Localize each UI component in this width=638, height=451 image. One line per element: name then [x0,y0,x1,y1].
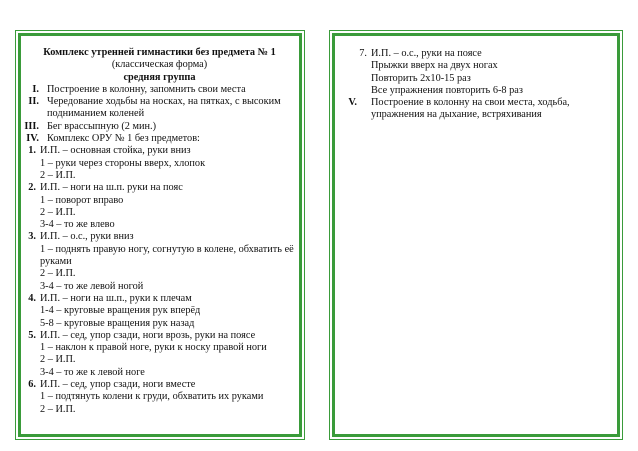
left-content [24,47,295,416]
exercise-step: 2 – И.П. [40,206,76,218]
exercise-number: 5. [28,329,36,341]
exercise-number: 7. [359,48,367,59]
right-card [332,33,620,437]
section-text: Комплекс ОРУ № 1 без предметов: [47,133,200,145]
exercise-step: 2 – И.П. [40,403,76,415]
exercise-step: 1 – наклон к правой ноге, руки к носку правой ноги [40,342,267,354]
section-2 [24,96,295,121]
exercise-step: 2 – И.П. [40,169,76,181]
exercise-step: 2 – И.П. [40,354,76,366]
section-number: I. [32,83,39,95]
exercise-number: 4. [28,292,36,304]
section-number: II. [28,96,39,108]
exercise-7 [343,48,613,60]
exercise-start-position: И.П. – сед, упор сзади, ноги врозь, руки на поясе [40,329,256,341]
exercise-step: Повторить 2х10-15 раз [371,72,471,84]
exercise-step: 1 – подтянуть колени к груди, обхватить их руками [40,391,264,403]
exercise-step: 1 – поднять правую ногу, согнутую в колене, обхватить её руками [40,243,294,268]
exercise-2 [24,182,295,194]
right-content [343,48,613,122]
section-text: Построение в колонну, запомнить свои места [47,83,246,95]
exercise-step: Все упражнения повторить 6-8 раз [371,84,523,96]
exercise-start-position: И.П. – ноги на ш.п., руки к плечам [40,292,192,304]
exercise-number: 1. [28,145,36,157]
exercise-5 [24,330,295,342]
group-label: средняя группа [123,71,196,83]
section-4 [24,133,295,145]
exercise-start-position: И.П. – о.с., руки на поясе [371,48,482,59]
exercise-step: 3-4 – то же левой ногой [40,280,144,292]
exercise-step: 3-4 – то же влево [40,219,115,231]
exercise-start-position: И.П. – о.с., руки вниз [40,231,134,243]
exercise-1 [24,145,295,157]
section-text: Построение в колонну на свои места, ходьба, упражнения на дыхание, встряхивания [371,97,570,121]
exercise-step: 2 – И.П. [40,268,76,280]
exercise-step: 1-4 – круговые вращения рук вперёд [40,305,201,317]
exercise-start-position: И.П. – сед, упор сзади, ноги вместе [40,379,196,391]
exercise-number: 3. [28,231,36,243]
exercise-3 [24,231,295,243]
exercise-step: 3-4 – то же к левой ноге [40,366,145,378]
section-number: IV. [26,133,39,145]
exercise-number: 2. [28,182,36,194]
exercise-step: 5-8 – круговые вращения рук назад [40,317,195,329]
section-5 [343,97,613,122]
section-1 [24,84,295,96]
exercise-start-position: И.П. – основная стойка, руки вниз [40,145,191,157]
complex-title: Комплекс утренней гимнастики без предмета № 1 [43,47,276,58]
exercise-start-position: И.П. – ноги на ш.п. руки на пояс [40,182,183,194]
section-number: V. [348,97,357,109]
section-text: Чередование ходьбы на носках, на пятках, с высоким подниманием коленей [47,96,281,120]
exercise-step: Прыжки вверх на двух ногах [371,60,498,72]
exercise-step: 1 – руки через стороны вверх, хлопок [40,157,206,169]
section-number: III. [24,120,39,132]
exercise-4 [24,293,295,305]
exercise-6 [24,379,295,391]
exercise-number: 6. [28,379,36,391]
exercise-step: 1 – поворот вправо [40,194,124,206]
section-text: Бег врассыпную (2 мин.) [47,120,157,132]
section-3 [24,121,295,133]
complex-subtitle: (классическая форма) [111,59,208,71]
left-card [18,33,302,437]
